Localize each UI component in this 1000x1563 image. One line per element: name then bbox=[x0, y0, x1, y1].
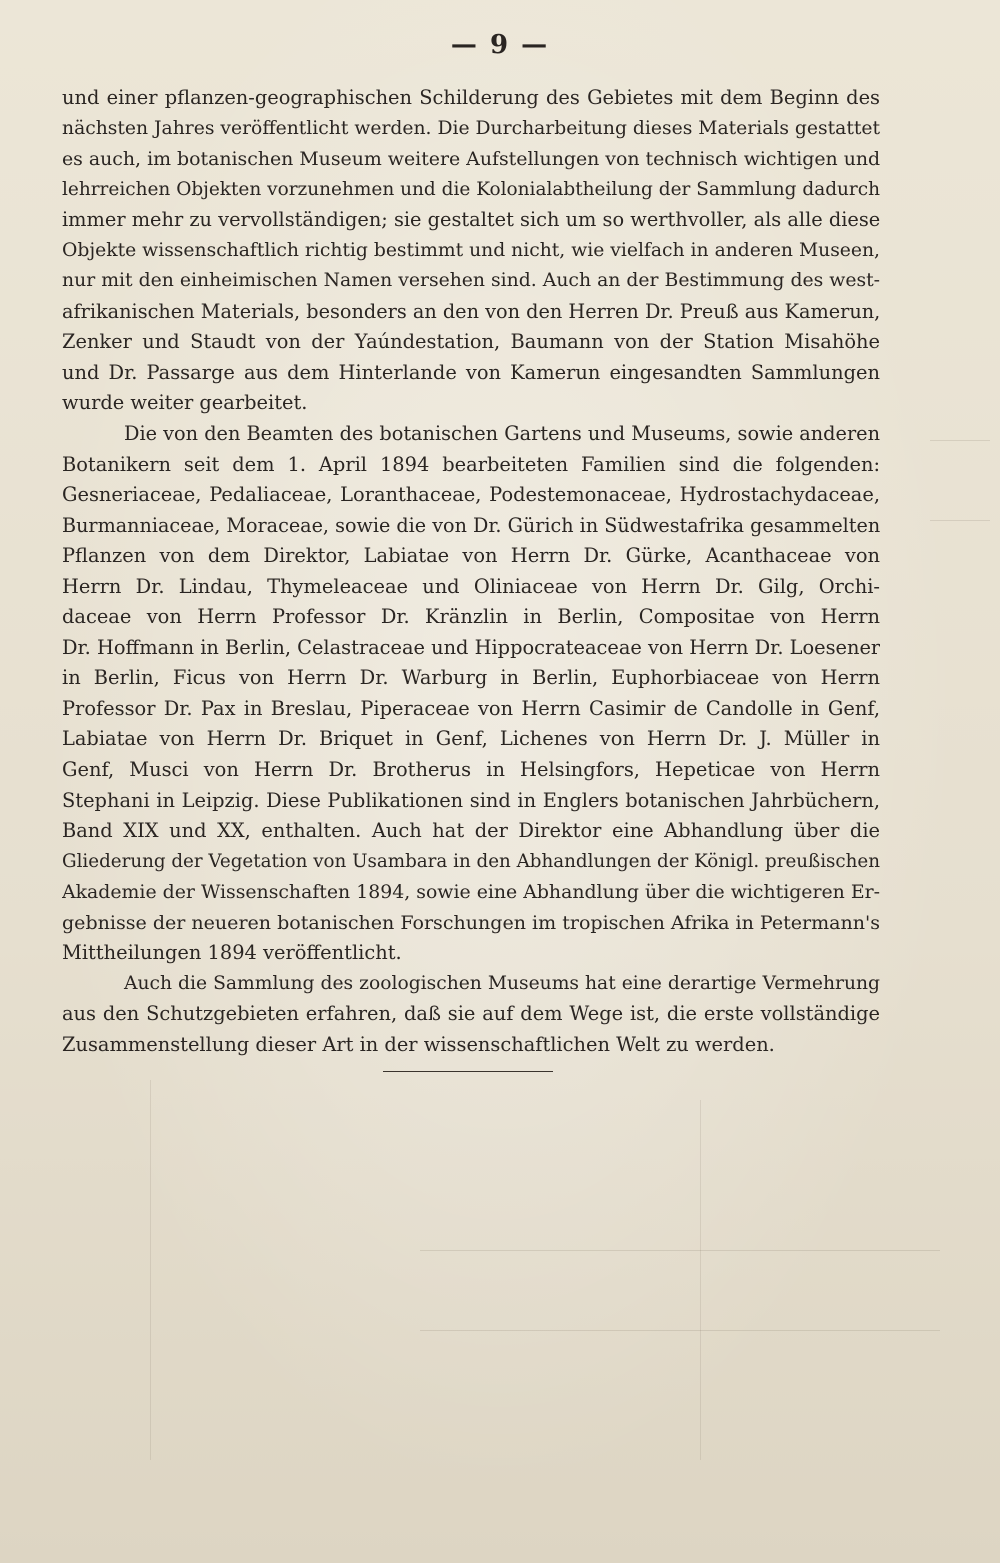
text-line: Zusammenstellung dieser Art in der wissenschaftlichen Welt zu werden. bbox=[62, 1032, 775, 1056]
text-line: wurde weiter gearbeitet. bbox=[62, 391, 308, 415]
text-line: immer mehr zu vervollständigen; sie gestaltet sich um so werthvoller, als alle diese bbox=[62, 208, 880, 232]
text-line: aus den Schutzgebieten erfahren, daß sie auf dem Wege ist, die erste vollständige bbox=[62, 1002, 880, 1026]
show-through-line bbox=[930, 520, 990, 521]
text-line: Die von den Beamten des botanischen Gartens und Museums, sowie anderen bbox=[124, 422, 880, 446]
text-line: Botanikern seit dem 1. April 1894 bearbeiteten Familien sind die folgenden: bbox=[62, 452, 880, 476]
text-line: Auch die Sammlung des zoologischen Museums hat eine derartige Vermehrung bbox=[124, 972, 880, 994]
text-line: Band XIX und XX, enthalten. Auch hat der Direktor eine Abhandlung über die bbox=[62, 819, 880, 843]
text-line: und einer pflanzen-geographischen Schilderung des Gebietes mit dem Beginn des bbox=[62, 86, 880, 109]
section-divider bbox=[383, 1071, 553, 1072]
text-line: Objekte wissenschaftlich richtig bestimmt und nicht, wie vielfach in anderen Museen, bbox=[62, 239, 880, 261]
text-line: gebnisse der neueren botanischen Forschungen im tropischen Afrika in Petermann's bbox=[62, 911, 880, 934]
body-text bbox=[62, 83, 880, 1061]
text-line: Labiatae von Herrn Dr. Briquet in Genf, Lichenes von Herrn Dr. J. Müller in bbox=[62, 727, 880, 751]
text-line: Burmanniaceae, Moraceae, sowie die von Dr. Gürich in Südwestafrika gesammelten bbox=[62, 513, 880, 537]
text-line: Herrn Dr. Lindau, Thymeleaceae und Oliniaceae von Herrn Dr. Gilg, Orchi- bbox=[62, 574, 880, 598]
text-line: es auch, im botanischen Museum weitere Aufstellungen von technisch wichtigen und bbox=[62, 148, 880, 171]
text-line: afrikanischen Materials, besonders an den von den Herren Dr. Preuß aus Kamerun, bbox=[62, 299, 880, 323]
text-line: nur mit den einheimischen Namen versehen sind. Auch an der Bestimmung des west- bbox=[62, 270, 880, 292]
text-line: nächsten Jahres veröffentlicht werden. Die Durcharbeitung dieses Materials gestattet bbox=[62, 117, 880, 139]
paragraph-1 bbox=[62, 83, 880, 419]
text-line: Dr. Hoffmann in Berlin, Celastraceae und Hippocrateaceae von Herrn Dr. Loesener bbox=[62, 635, 880, 659]
show-through-rule bbox=[150, 1080, 151, 1460]
text-line: in Berlin, Ficus von Herrn Dr. Warburg in Berlin, Euphorbiaceae von Herrn bbox=[62, 666, 880, 690]
text-line: Akademie der Wissenschaften 1894, sowie eine Abhandlung über die wichtigeren Er- bbox=[62, 881, 880, 904]
text-line: Gesneriaceae, Pedaliaceae, Loranthaceae, Podestemonaceae, Hydrostachydaceae, bbox=[62, 483, 880, 507]
text-line: und Dr. Passarge aus dem Hinterlande von Kamerun eingesandten Sammlungen bbox=[62, 360, 880, 384]
text-line: Pflanzen von dem Direktor, Labiatae von Herrn Dr. Gürke, Acanthaceae von bbox=[62, 544, 880, 568]
text-line: Stephani in Leipzig. Diese Publikationen sind in Englers botanischen Jahrbüchern, bbox=[62, 788, 880, 812]
text-line: Professor Dr. Pax in Breslau, Piperaceae von Herrn Casimir de Candolle in Genf, bbox=[62, 696, 880, 720]
text-line: Gliederung der Vegetation von Usambara in den Abhandlungen der Königl. preußischen bbox=[62, 850, 880, 872]
text-line: lehrreichen Objekten vorzunehmen und die Kolonialabtheilung der Sammlung dadurch bbox=[62, 178, 880, 200]
show-through-line bbox=[420, 1330, 940, 1331]
show-through-line bbox=[930, 440, 990, 441]
page-number: — 9 — bbox=[450, 30, 550, 60]
show-through-line bbox=[420, 1250, 940, 1251]
paragraph-2 bbox=[62, 419, 880, 969]
paragraph-3 bbox=[62, 969, 880, 1061]
text-line: Genf, Musci von Herrn Dr. Brotherus in Helsingfors, Hepeticae von Herrn bbox=[62, 758, 880, 782]
text-line: Mittheilungen 1894 veröffentlicht. bbox=[62, 941, 402, 965]
show-through-rule bbox=[700, 1100, 701, 1460]
text-line: daceae von Herrn Professor Dr. Kränzlin in Berlin, Compositae von Herrn bbox=[62, 605, 880, 629]
text-line: Zenker und Staudt von der Yaúndestation, Baumann von der Station Misahöhe bbox=[62, 330, 880, 354]
